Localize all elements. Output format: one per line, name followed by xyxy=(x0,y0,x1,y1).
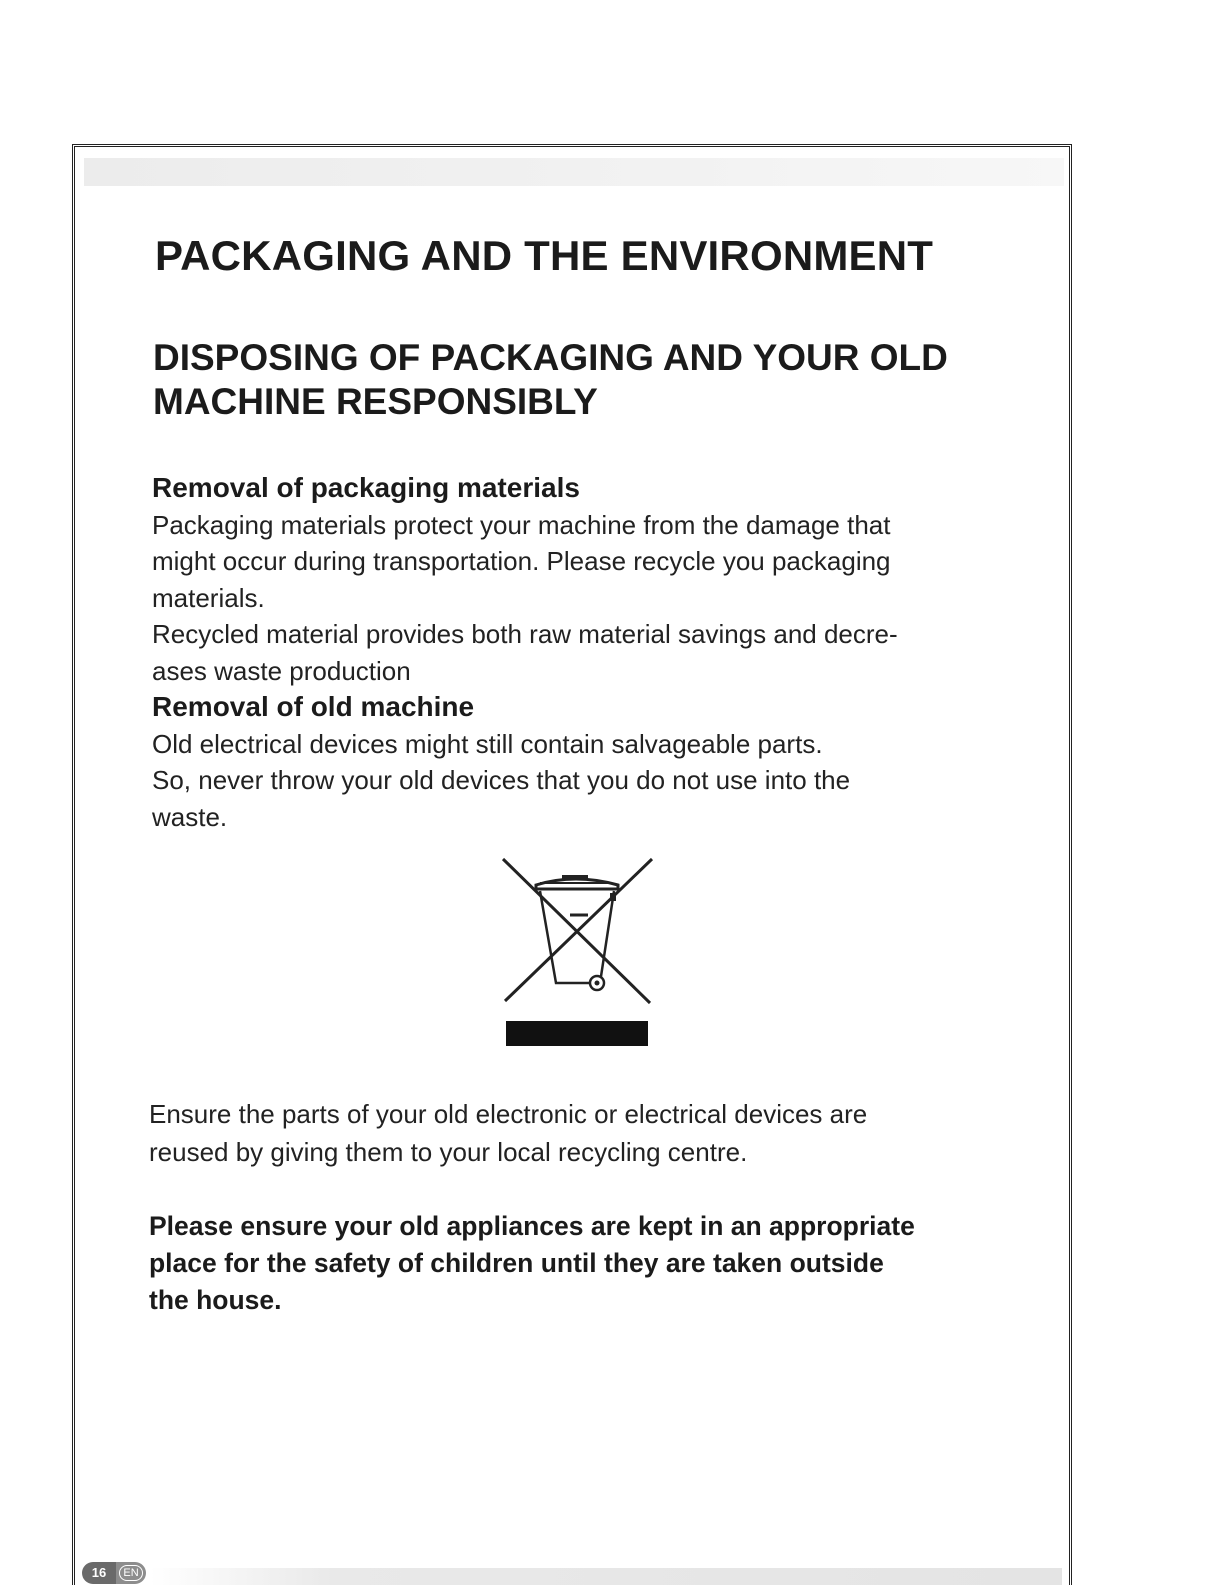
paragraph-line: Packaging materials protect your machine from the damage that xyxy=(152,509,891,540)
paragraph-line: So, never throw your old devices that you do not use into the xyxy=(152,765,851,795)
paragraph-line: Ensure the parts of your old electronic or electrical devices are xyxy=(149,1099,868,1129)
header-band xyxy=(84,158,1064,186)
paragraph-line: ases waste production xyxy=(152,655,411,686)
paragraph-line: place for the safety of children until they are taken outside xyxy=(149,1248,884,1278)
paragraph-line: the house. xyxy=(149,1285,282,1315)
paragraph-line: Recycled material provides both raw material savings and decre- xyxy=(152,619,898,649)
paragraph-line: waste. xyxy=(152,801,228,832)
section-title xyxy=(153,336,1033,424)
section-title-line: DISPOSING OF PACKAGING AND YOUR OLD xyxy=(153,337,948,378)
crossed-out-wheelie-bin-icon xyxy=(500,855,655,1050)
recycling-note xyxy=(149,1095,1049,1171)
page-title: PACKAGING AND THE ENVIRONMENT xyxy=(155,232,934,279)
section-title-line: MACHINE RESPONSIBLY xyxy=(153,381,598,422)
page-number: 16 xyxy=(82,1562,116,1584)
subheading-packaging: Removal of packaging materials xyxy=(152,472,580,503)
child-safety-warning xyxy=(149,1208,1049,1319)
paragraph-line: reused by giving them to your local recycling centre. xyxy=(149,1137,748,1167)
paragraph-line: might occur during transportation. Please recycle you packaging xyxy=(152,546,891,576)
page-indicator xyxy=(76,1560,150,1585)
paragraph-line: materials. xyxy=(152,582,265,613)
language-badge xyxy=(116,1562,146,1584)
footer-band xyxy=(150,1568,1062,1585)
subheading-old-machine: Removal of old machine xyxy=(152,691,475,722)
paragraph-line: Please ensure your old appliances are kept in an appropriate xyxy=(149,1211,915,1241)
language-code: EN xyxy=(119,1565,142,1581)
body-text xyxy=(152,470,1032,835)
paragraph-line: Old electrical devices might still contain salvageable parts. xyxy=(152,728,823,759)
